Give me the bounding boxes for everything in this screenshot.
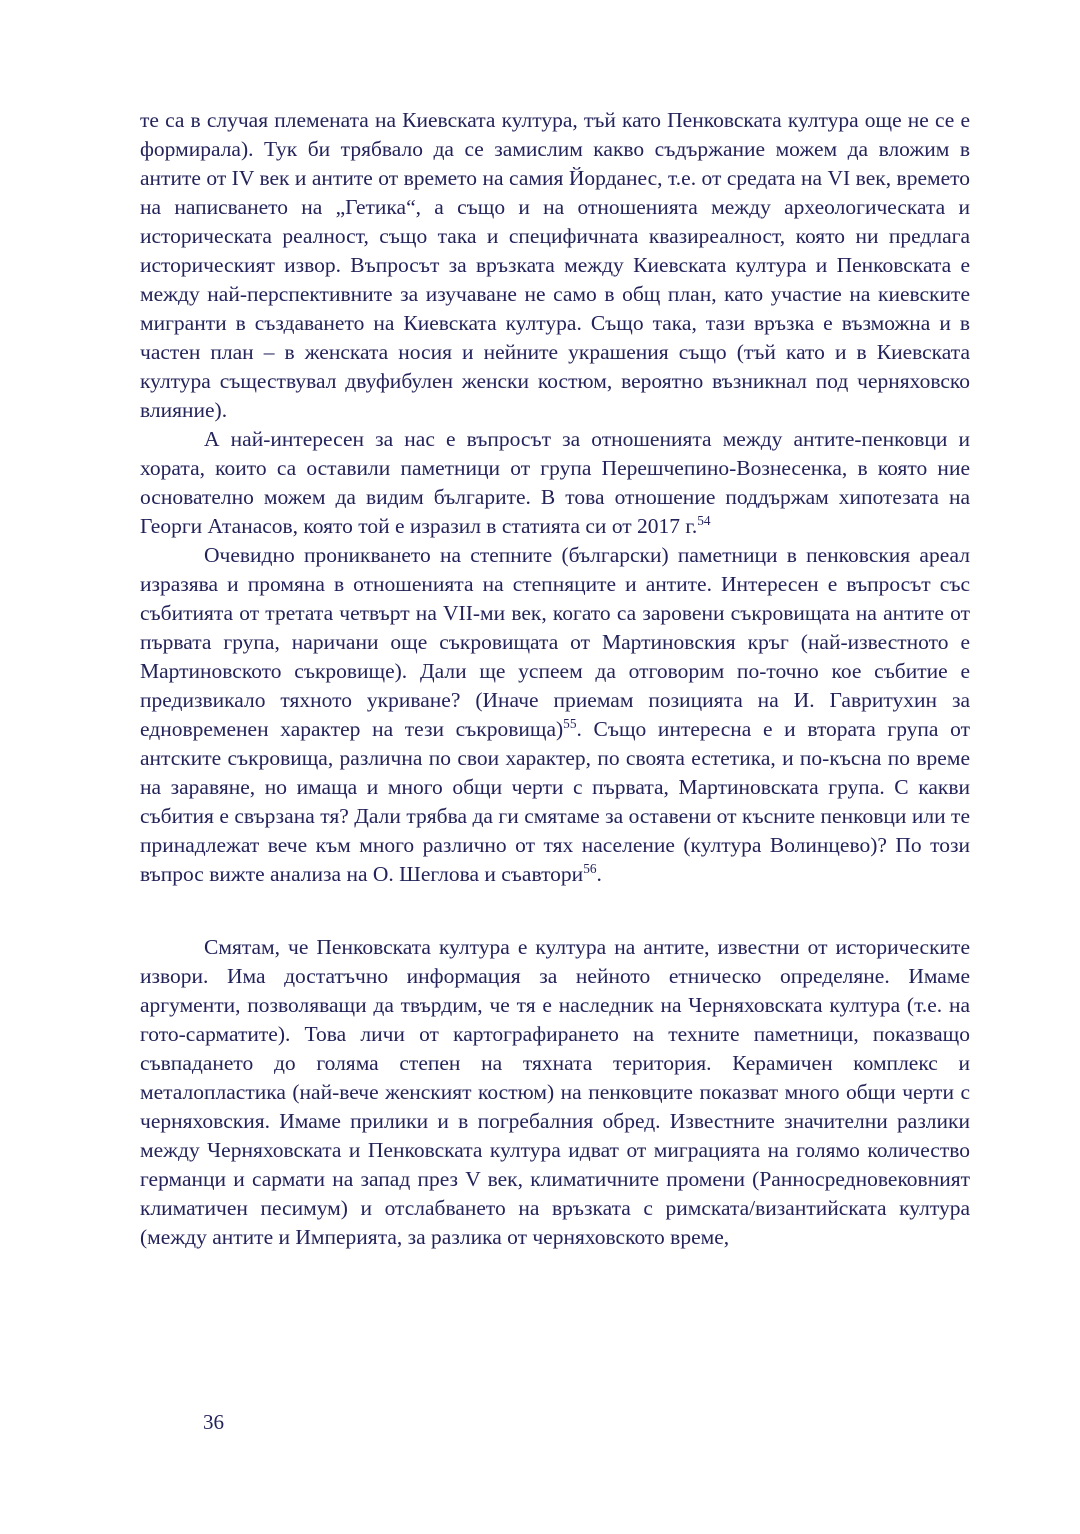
page-number: 36 — [203, 1410, 224, 1434]
text-block — [140, 106, 970, 1252]
paragraph: Очевидно проникването на степните (български) паметници в пенковския ареал изразява и промяна в отношенията на степняците и антите. Интересен е въпросът със събитията от третата четвърт на VII-ми век, когато са заровени съкровищата на антите от първата група, наричани още съкровищата от Мартиновския кръг (най-известното е Мартиновското съкровище). Дали ще успеем да отговорим по-точно кое събитие е предизвикало тяхното укриване? (Иначе приемам позицията на И. Гавритухин за едновременен характер на тези съкровища)$^{55}$. Също интересна е и втората група от антските съкровища, различна по свои характер, по своята естетика, и по-късна по време на заравяне, но имаща и много общи черти с първата, Мартиновската група. С какви събития е свързана тя? Дали трябва да ги смятаме за оставени от късните пенковци или те принадлежат вече към много различно от тях население (култура Волинцево)? По този въпрос вижте анализа на О. Шеглова и съавтори$^{56}$. — [140, 543, 970, 886]
paragraph: те са в случая племената на Киевската култура, тъй като Пенковската култура още не се е формирала). Тук би трябвало да се замислим какво съдържание можем да вложим в антите от IV век и антите от времето на самия Йорданес, т.е. от средата на VI век, времето на написването на „Гетика“, а също и на отношенията между археологическата и историческата реалност, също така и специфичната квазиреалност, която ни предлага историческият извор. Въпросът за връзката между Киевската култура и Пенковската е между най-перспективните за изучаване не само в общ план, като участие на киевските мигранти в създаването на Киевската култура. Също така, тази връзка е възможна и в частен план – в женската носия и нейните украшения също (тъй като и в Киевската култура съществувал двуфибулен женски костюм, вероятно възникнал под черняховско влияние). — [140, 108, 970, 422]
footnote-reference: 54 — [697, 512, 711, 528]
paragraph: А най-интересен за нас е въпросът за отношенията между антите-пенковци и хората, които са оставили паметници от група Перешчепино-Вознесенка, в която ние основателно можем да видим българите. В това отношение поддържам хипотезата на Георги Атанасов, която той е изразил в статията си от 2017 г.$^{54}$ — [140, 427, 970, 538]
footnote-reference: 55 — [563, 715, 577, 731]
footnote-reference: 56 — [583, 860, 597, 876]
paragraph: Смятам, че Пенковската култура е култура на антите, известни от историческите извори. Има достатъчно информация за нейното етническо определяне. Имаме аргументи, позволяващи да твърдим, че тя е наследник на Черняховската култура (т.е. на гото-сарматите). Това личи от картографирането на техните паметници, показващо съвпадането до голяма степен на тяхната територия. Керамичен комплекс и металопластика (най-вече женският костюм) на пенковците показват много общи черти с черняховския. Имаме прилики и в погребалния обред. Известните значителни разлики между Черняховската и Пенковската култура идват от миграцията на голямо количество германци и сармати на запад през V век, климатичните промени (Ранносредновековният климатичен песимум) и отслабването на връзката с римската/византийската култура (между антите и Империята, за разлика от черняховското време, — [140, 935, 970, 1249]
